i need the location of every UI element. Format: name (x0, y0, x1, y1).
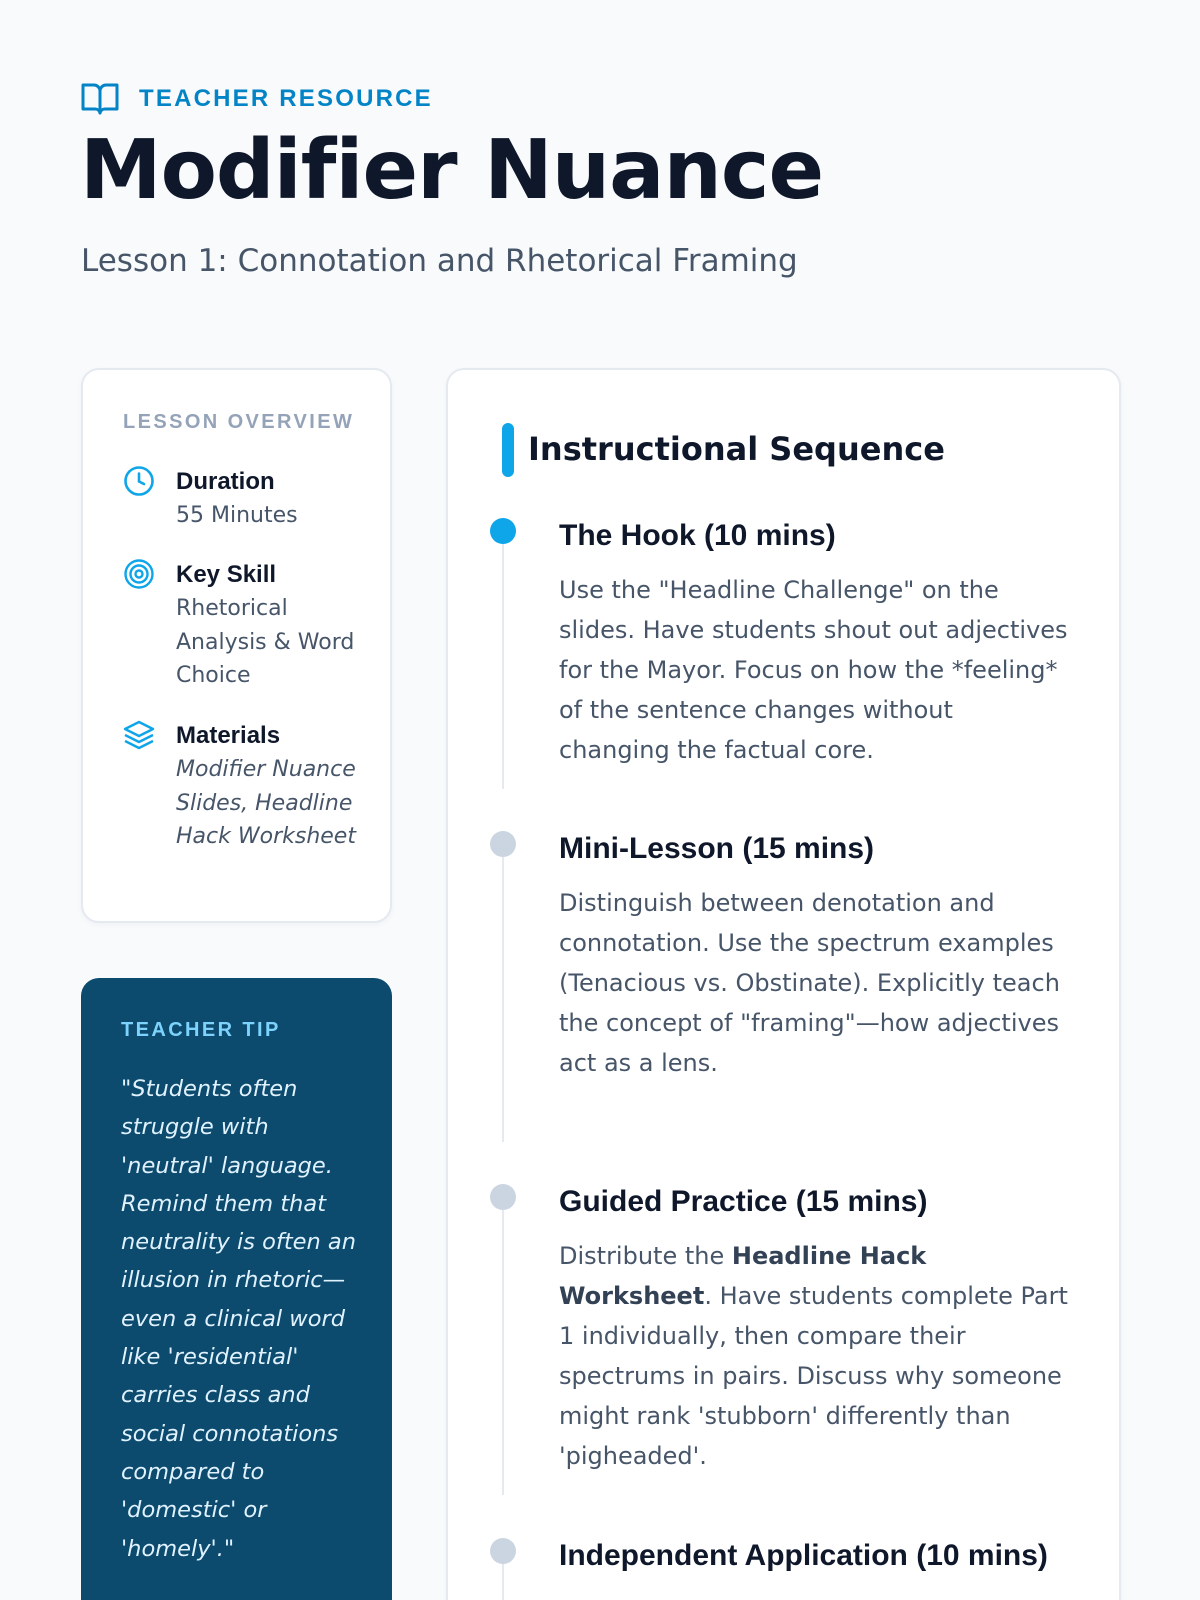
page-title: Modifier Nuance (80, 123, 824, 218)
overview-item-value: Modifier Nuance Slides, Headline Hack Worksheet (176, 757, 356, 849)
timeline-line (502, 1210, 504, 1495)
instructional-sequence-card (446, 368, 1121, 1600)
overview-item-value: 55 Minutes (176, 503, 298, 528)
teacher-tip-card (81, 978, 392, 1600)
step-title: Independent Application (10 mins) (559, 1539, 1048, 1572)
section-accent-bar (502, 423, 514, 477)
timeline-line (502, 857, 504, 1142)
lesson-overview-card (81, 368, 392, 923)
step-body (559, 1236, 1069, 1476)
open-book-icon (81, 82, 119, 116)
worksheet-name: Headline Hack Worksheet (559, 1242, 927, 1310)
step-body: Distinguish between denotation and connotation. Use the spectrum examples (Tenacious vs. Obstinate). Explicitly teach the concept of "framing"—how adjectives act as a lens. (559, 889, 1060, 1077)
target-icon (123, 558, 155, 590)
tip-quote: "Students often struggle with 'neutral' language. Remind them that neutrality is often an illusion in rhetoric—even a clinical word like 'residential' carries class and social connotations compared to 'domestic' or 'homely'." (121, 1076, 356, 1562)
overview-item-key: Duration (176, 468, 275, 495)
step-body-text: Distribute the (559, 1242, 732, 1270)
timeline-line (502, 544, 504, 789)
overview-item-value: Rhetorical Analysis & Word Choice (176, 596, 355, 688)
sequence-title: Instructional Sequence (528, 430, 945, 468)
clock-icon (123, 465, 155, 497)
timeline-dot (490, 1538, 516, 1564)
step-title: Guided Practice (15 mins) (559, 1185, 928, 1218)
step-body: Use the "Headline Challenge" on the slides. Have students shout out adjectives for the Mayor. Focus on how the *feeling* of the sentence changes without changing the factual core. (559, 576, 1068, 764)
timeline-dot-active (490, 518, 516, 544)
page-subtitle: Lesson 1: Connotation and Rhetorical Framing (81, 243, 798, 279)
step-body-text: . Have students complete Part 1 individually, then compare their spectrums in pairs. Discuss why someone might rank 'stubborn' differently than 'pigheaded'. (559, 1282, 1068, 1470)
timeline-line (502, 1564, 504, 1600)
timeline-dot (490, 1184, 516, 1210)
overview-item-key: Key Skill (176, 561, 277, 588)
overview-label: LESSON OVERVIEW (123, 411, 355, 433)
eyebrow-label: TEACHER RESOURCE (139, 85, 433, 112)
tip-label: TEACHER TIP (121, 1019, 281, 1041)
layers-icon (123, 719, 155, 751)
overview-item-key: Materials (176, 722, 281, 749)
step-title: The Hook (10 mins) (559, 519, 836, 552)
eyebrow (81, 82, 433, 116)
timeline-dot (490, 831, 516, 857)
step-title: Mini-Lesson (15 mins) (559, 832, 875, 865)
